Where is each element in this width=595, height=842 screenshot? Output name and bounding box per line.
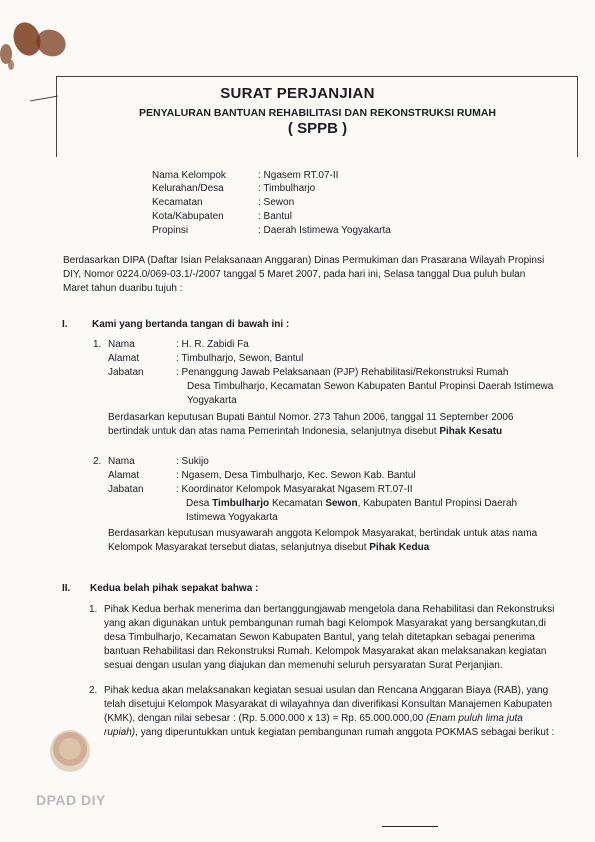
field-value-cont: Desa Timbulharjo Kecamatan Sewon, Kabupaten Bantul Propinsi Daerah <box>186 498 518 509</box>
field-value: : Timbulharjo, Sewon, Bantul <box>176 353 304 364</box>
info-value: : Bantul <box>258 211 292 222</box>
document-title: SURAT PERJANJIAN <box>220 85 375 102</box>
clause-line: Pihak kedua akan melaksanakan kegiatan sesuai usulan dan Rencana Anggaran Biaya (RAB), yang <box>104 685 549 696</box>
info-label: Propinsi <box>152 225 189 236</box>
clause-line: desa Timbulharjo, Kecamatan Sewon Kabupaten Bantul, yang telah ditetapkan sebagai penerima <box>104 632 535 643</box>
clause-line: bantuan Rehabilitasi dan Rekonstruksi Rumah. Kelompok Masyarakat akan melaksanakan kegiatan <box>104 646 547 657</box>
item-number: 1. <box>93 339 102 350</box>
field-label: Nama <box>108 339 135 350</box>
field-value: : H. R. Zabidi Fa <box>176 339 249 350</box>
info-value: : Sewon <box>258 197 295 208</box>
clause-number: 1. <box>89 604 98 615</box>
section-heading: Kedua belah pihak sepakat bahwa : <box>90 583 259 594</box>
info-value: : Ngasem RT.07-II <box>258 170 339 181</box>
intro-line: DIY, Nomor 0224.0/069-03.1/-/2007 tanggal 5 Maret 2007, pada hari ini, Selasa tanggal Dua puluh bulan <box>63 269 526 280</box>
clause-line: (KMK), dengan nilai sebesar : (Rp. 5.000.000 x 13) = Rp. 65.000.000,00 (Enam puluh lima juta <box>104 713 523 724</box>
section-heading: Kami yang bertanda tangan di bawah ini : <box>92 319 290 330</box>
watermark: DPAD DIY <box>36 792 106 808</box>
field-value: : Penanggung Jawab Pelaksanaan (PJP) Rehabilitasi/Rekonstruksi Rumah <box>176 367 509 378</box>
section-number: II. <box>62 583 71 594</box>
party-name: Pihak Kedua <box>369 542 430 553</box>
field-value: : Koordinator Kelompok Masyarakat Ngasem RT.07-II <box>176 484 413 495</box>
field-value: : Ngasem, Desa Timbulharjo, Kec. Sewon Kab. Bantul <box>176 470 416 481</box>
field-label: Jabatan <box>108 367 144 378</box>
section-number: I. <box>62 319 68 330</box>
field-label: Alamat <box>108 470 140 481</box>
document-subtitle: PENYALURAN BANTUAN REHABILITASI DAN REKONSTRUKSI RUMAH <box>138 107 496 119</box>
clause-line: Pihak Kedua berhak menerima dan bertanggungjawab mengelola dana Rehabilitasi dan Rekonstruksi <box>104 604 555 615</box>
info-value: : Timbulharjo <box>258 183 316 194</box>
field-value-cont: Desa Timbulharjo, Kecamatan Sewon Kabupaten Bantul Propinsi Daerah Istimewa <box>187 381 554 392</box>
ink-stain <box>8 60 14 70</box>
info-label: Kelurahan/Desa <box>152 183 224 194</box>
basis-line: Kelompok Masyarakat tersebut diatas, selanjutnya disebut Pihak Kedua <box>108 542 430 553</box>
footer-rule <box>382 826 438 827</box>
clause-line: rupiah), yang diperuntukkan untuk kegiatan pembangunan rumah anggota POKMAS sebagai berikut : <box>104 727 555 738</box>
field-value-cont: Istimewa Yogyakarta <box>186 512 278 523</box>
field-value-cont: Yogyakarta <box>187 395 237 406</box>
clause-line: sesuai dengan usulan yang diajukan dan memenuhi seluruh persyaratan Surat Perjanjian. <box>104 660 503 671</box>
field-label: Nama <box>108 456 135 467</box>
info-value: : Daerah Istimewa Yogyakarta <box>258 225 391 236</box>
seal-stamp <box>50 730 90 772</box>
intro-line: Berdasarkan DIPA (Daftar Isian Pelaksanaan Anggaran) Dinas Permukiman dan Prasarana Wilayah Propinsi <box>63 255 545 266</box>
info-label: Kecamatan <box>152 197 203 208</box>
item-number: 2. <box>93 456 102 467</box>
info-label: Kota/Kabupaten <box>152 211 224 222</box>
field-value: : Sukijo <box>176 456 209 467</box>
basis-line: bertindak untuk dan atas nama Pemerintah Indonesia, selanjutnya disebut Pihak Kesatu <box>108 426 503 437</box>
field-label: Alamat <box>108 353 140 364</box>
field-label: Jabatan <box>108 484 144 495</box>
clause-number: 2. <box>89 685 98 696</box>
clause-line: yang akan digunakan untuk pembangunan rumah bagi Kelompok Masyarakat yang bersangkutan,di <box>104 618 546 629</box>
party-name: Pihak Kesatu <box>439 426 503 437</box>
intro-line: Maret tahun duaribu tujuh : <box>63 283 183 294</box>
clause-line: telah disetujui Kelompok Masyarakat di wilayahnya dan diverifikasi Konsultan Manajemen Kabupaten <box>104 699 553 710</box>
basis-line: Berdasarkan keputusan musyawarah anggota Kelompok Masyarakat, bertindak untuk atas nama <box>108 528 538 539</box>
basis-line: Berdasarkan keputusan Bupati Bantul Nomor. 273 Tahun 2006, tanggal 11 September 2006 <box>108 412 514 423</box>
info-label: Nama Kelompok <box>152 170 226 181</box>
document-code: ( SPPB ) <box>287 120 348 137</box>
